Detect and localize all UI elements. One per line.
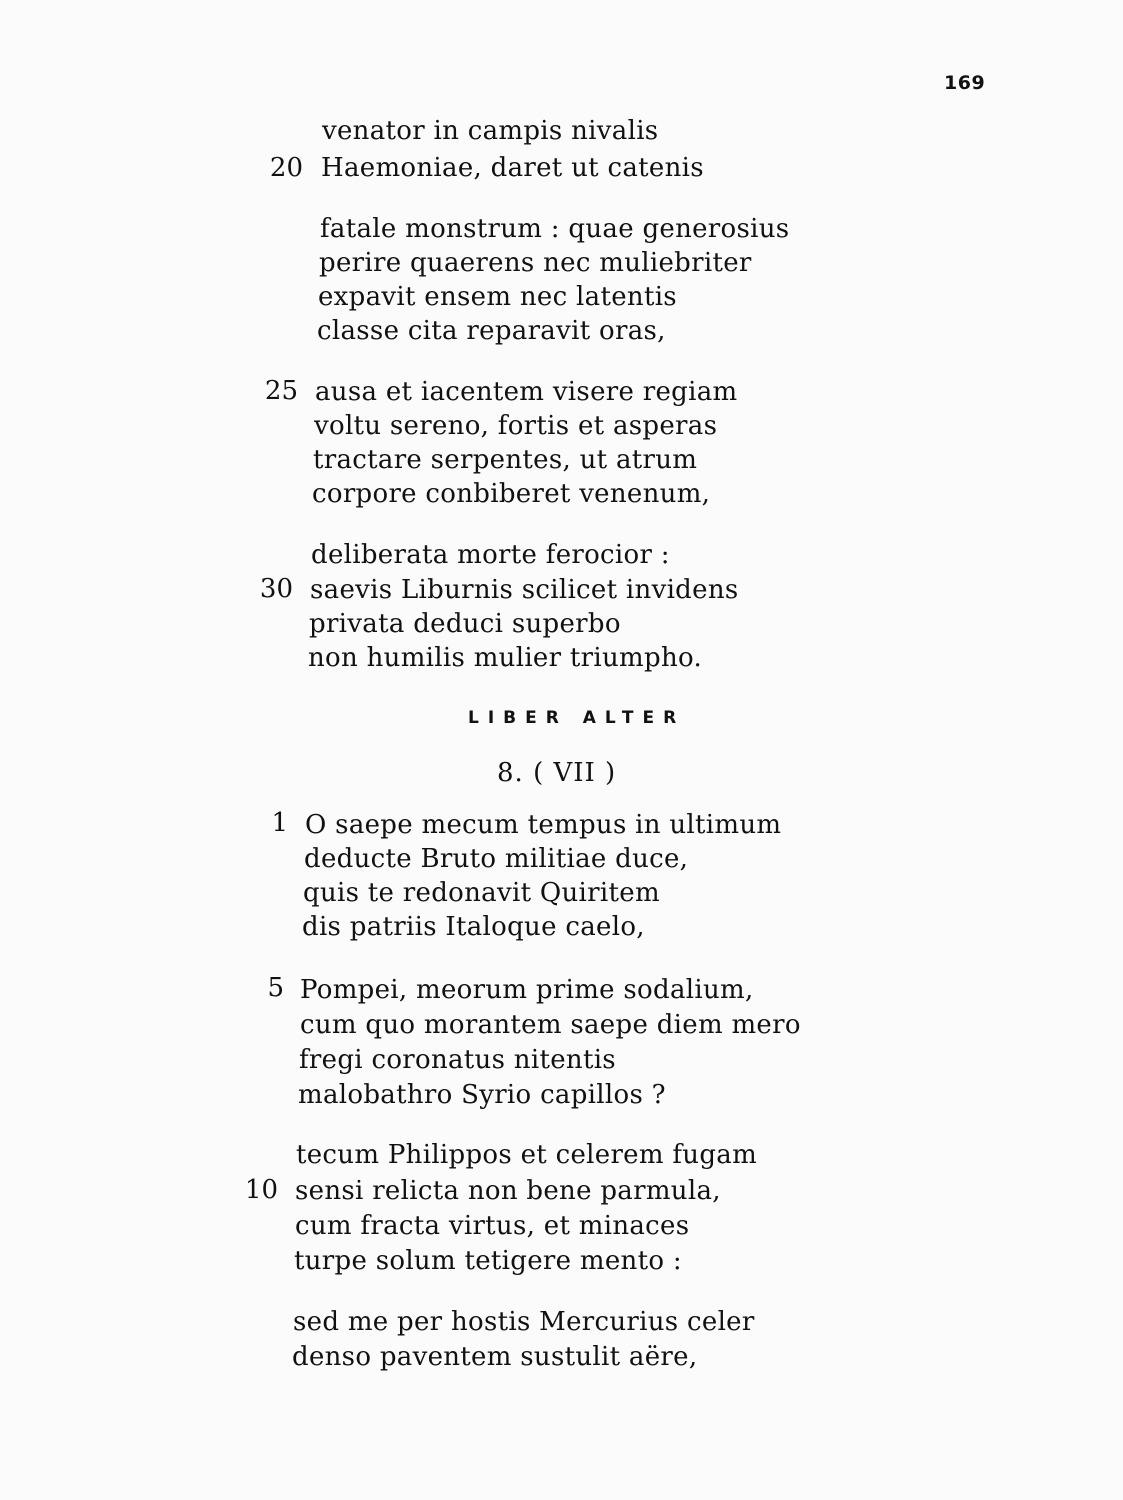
verse-line: turpe solum tetigere mento : (294, 1246, 682, 1276)
verse-line: corpore conbiberet venenum, (312, 479, 711, 509)
verse-line: deliberata morte ferocior : (311, 540, 670, 570)
verse-line: denso paventem sustulit aëre, (292, 1342, 698, 1372)
verse-line: Pompei, meorum prime sodalium, (300, 975, 754, 1005)
verse-line: cum fracta virtus, et minaces (295, 1211, 690, 1241)
verse-line: non humilis mulier triumpho. (308, 643, 703, 673)
verse-line: expavit ensem nec latentis (318, 282, 677, 312)
verse-line: privata deduci superbo (309, 609, 621, 639)
verse-line: Haemoniae, daret ut catenis (321, 153, 704, 183)
verse-line: tractare serpentes, ut atrum (313, 445, 698, 475)
book-heading: LIBER ALTER (468, 708, 686, 728)
verse-line: perire quaerens nec muliebriter (319, 248, 752, 278)
line-number: 10 (244, 1175, 278, 1205)
verse-line: dis patriis Italoque caelo, (302, 912, 645, 942)
verse-line: tecum Philippos et celerem fugam (296, 1140, 758, 1170)
verse-line: O saepe mecum tempus in ultimum (305, 810, 782, 840)
verse-line: deducte Bruto militiae duce, (304, 844, 689, 874)
verse-line: classe cita reparavit oras, (317, 316, 666, 346)
line-number: 25 (264, 376, 298, 406)
poem-number-heading: 8. ( VII ) (497, 758, 617, 788)
verse-line: venator in campis nivalis (322, 116, 659, 146)
verse-line: sensi relicta non bene parmula, (295, 1176, 721, 1206)
verse-line: sed me per hostis Mercurius celer (293, 1307, 755, 1337)
verse-line: voltu sereno, fortis et asperas (314, 411, 718, 441)
verse-line: cum quo morantem saepe diem mero (300, 1010, 801, 1040)
verse-line: saevis Liburnis scilicet invidens (310, 575, 739, 605)
line-number: 30 (259, 574, 293, 604)
line-number: 5 (267, 973, 284, 1003)
page-number: 169 (944, 72, 986, 94)
verse-line: ausa et iacentem visere regiam (315, 377, 738, 407)
line-number: 1 (271, 808, 288, 838)
line-number: 20 (269, 153, 303, 183)
verse-line: malobathro Syrio capillos ? (298, 1080, 666, 1110)
verse-line: quis te redonavit Quiritem (303, 878, 660, 908)
verse-line: fregi coronatus nitentis (299, 1045, 616, 1075)
verse-line: fatale monstrum : quae generosius (320, 214, 790, 244)
